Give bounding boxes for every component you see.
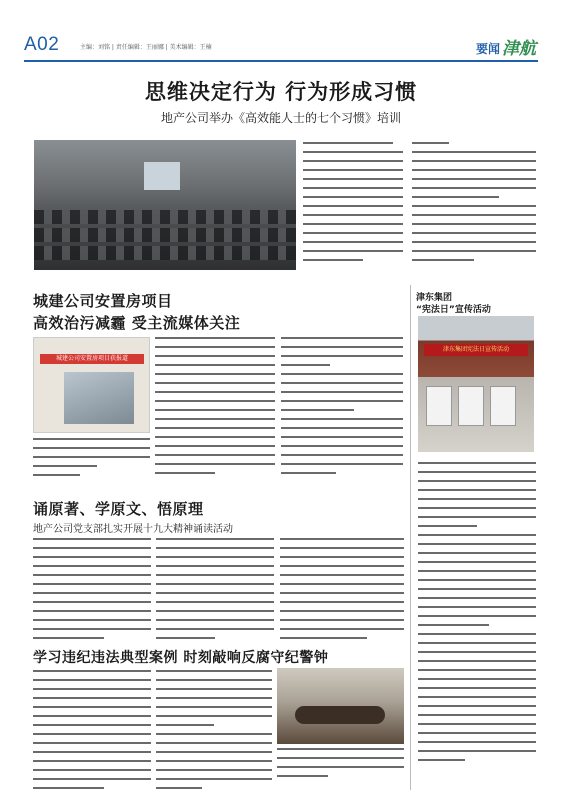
story2-caption (33, 438, 150, 480)
masthead-meta: 主编：刘铭 | 责任编辑：王丽娜 | 美术编辑：王楠 (80, 44, 212, 51)
story4-body-col2 (156, 670, 272, 790)
newspaper-clipping-photo (33, 337, 150, 433)
sidebar-subheading: “宪法日”宣传活动 (416, 305, 491, 315)
sidebar-divider (410, 285, 411, 790)
story3-body-col1 (33, 538, 151, 644)
lead-subheadline: 地产公司举办《高效能人士的七个习惯》培训 (160, 111, 401, 125)
meeting-photo (277, 668, 404, 744)
story3-headline: 诵原著、学原文、悟原理 (33, 500, 204, 518)
newspaper-logo: 津航 (502, 39, 536, 59)
sidebar-body (418, 462, 536, 790)
lead-body-col1 (303, 142, 403, 270)
story4-caption (277, 748, 404, 788)
clipping-strip: 城建公司安置房项目获报道 (40, 354, 144, 364)
story2-body-col1 (155, 337, 275, 485)
page-number: A02 (24, 34, 60, 55)
section-label: 要闻 (476, 42, 501, 56)
story4-body-col1 (33, 670, 151, 790)
training-photo (34, 140, 296, 270)
lead-headline: 思维决定行为 行为形成习惯 (144, 79, 418, 104)
story4-headline: 学习违纪违法典型案例 时刻敲响反腐守纪警钟 (33, 650, 329, 666)
story3-subheadline: 地产公司党支部扎实开展十九大精神诵读活动 (33, 524, 233, 535)
lead-body-col2 (412, 142, 536, 270)
story3-body-col3 (280, 538, 404, 644)
sidebar-banner: 津东集团宪法日宣传活动 (424, 344, 528, 356)
header-rule (24, 60, 538, 62)
story2-headline-line2: 高效治污减霾 受主流媒体关注 (33, 314, 241, 332)
constitution-day-photo (418, 316, 534, 452)
story2-headline-line1: 城建公司安置房项目 (33, 292, 173, 310)
sidebar-heading: 津东集团 (416, 293, 453, 303)
story2-body-col2 (281, 337, 403, 485)
story3-body-col2 (156, 538, 274, 644)
